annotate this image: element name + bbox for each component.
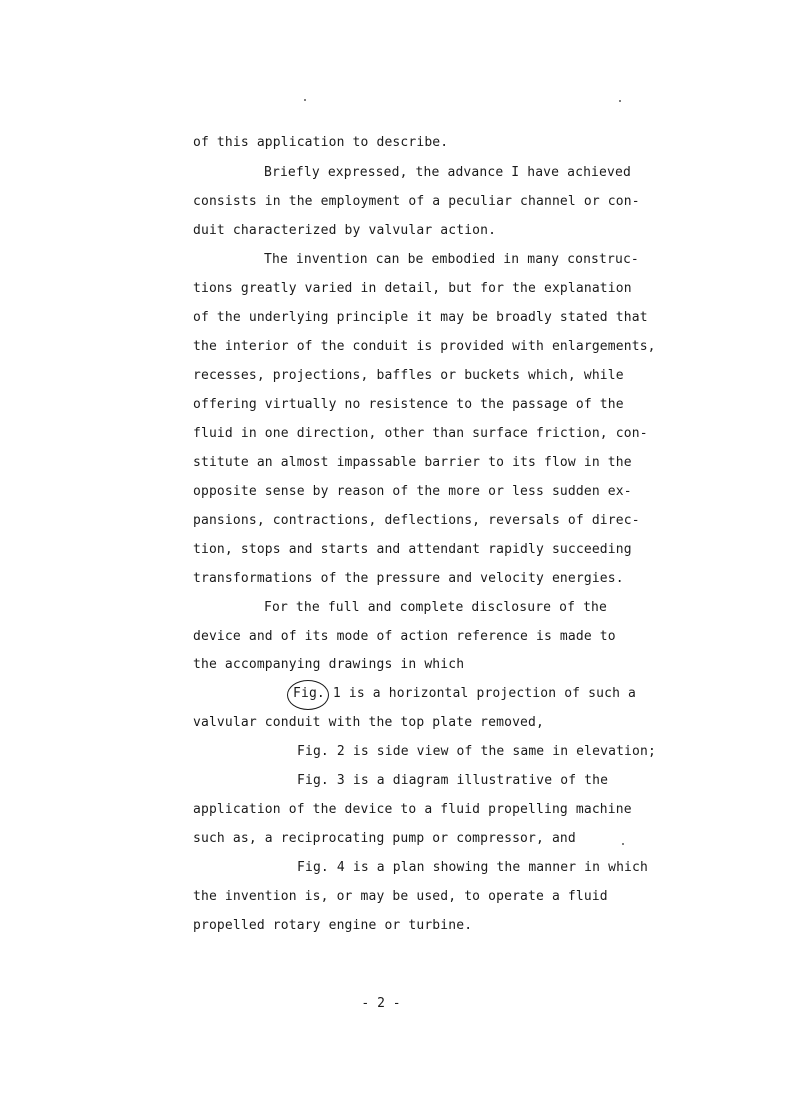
text-line: Fig. 3 is a diagram illustrative of the [297, 773, 609, 788]
text-line: the invention is, or may be used, to operate a fluid [193, 889, 608, 904]
text-line: Fig. 1 is a horizontal projection of such a [293, 686, 636, 701]
text-line: valvular conduit with the top plate removed, [193, 715, 544, 730]
text-line: of the underlying principle it may be broadly stated that [193, 310, 648, 325]
page-number: - 2 - [361, 996, 401, 1011]
text-line: For the full and complete disclosure of the [264, 600, 607, 615]
text-line: consists in the employment of a peculiar channel or con- [193, 194, 640, 209]
text-line: transformations of the pressure and velocity energies. [193, 571, 624, 586]
scan-speck [622, 843, 624, 845]
text-line: such as, a reciprocating pump or compressor, and [193, 831, 576, 846]
text-line: duit characterized by valvular action. [193, 223, 497, 238]
text-line: The invention can be embodied in many construc- [264, 252, 639, 267]
text-line: propelled rotary engine or turbine. [193, 918, 473, 933]
text-line: application of the device to a fluid propelling machine [193, 802, 632, 817]
text-line: offering virtually no resistence to the passage of the [193, 397, 624, 412]
text-line: Fig. 2 is side view of the same in elevation; [297, 744, 656, 759]
text-line: the accompanying drawings in which [193, 657, 465, 672]
text-line: pansions, contractions, deflections, reversals of direc- [193, 513, 640, 528]
scan-speck [619, 100, 621, 102]
text-line: Briefly expressed, the advance I have achieved [264, 165, 631, 180]
text-line: tions greatly varied in detail, but for the explanation [193, 281, 632, 296]
text-line: opposite sense by reason of the more or less sudden ex- [193, 484, 632, 499]
text-line: fluid in one direction, other than surface friction, con- [193, 426, 648, 441]
text-line: stitute an almost impassable barrier to its flow in the [193, 455, 632, 470]
text-line: recesses, projections, baffles or buckets which, while [193, 368, 624, 383]
text-line: the interior of the conduit is provided with enlargements, [193, 339, 656, 354]
scan-speck [304, 99, 306, 101]
text-line: tion, stops and starts and attendant rapidly succeeding [193, 542, 632, 557]
text-line: Fig. 4 is a plan showing the manner in which [297, 860, 648, 875]
text-line: device and of its mode of action reference is made to [193, 629, 616, 644]
text-line: of this application to describe. [193, 135, 449, 150]
